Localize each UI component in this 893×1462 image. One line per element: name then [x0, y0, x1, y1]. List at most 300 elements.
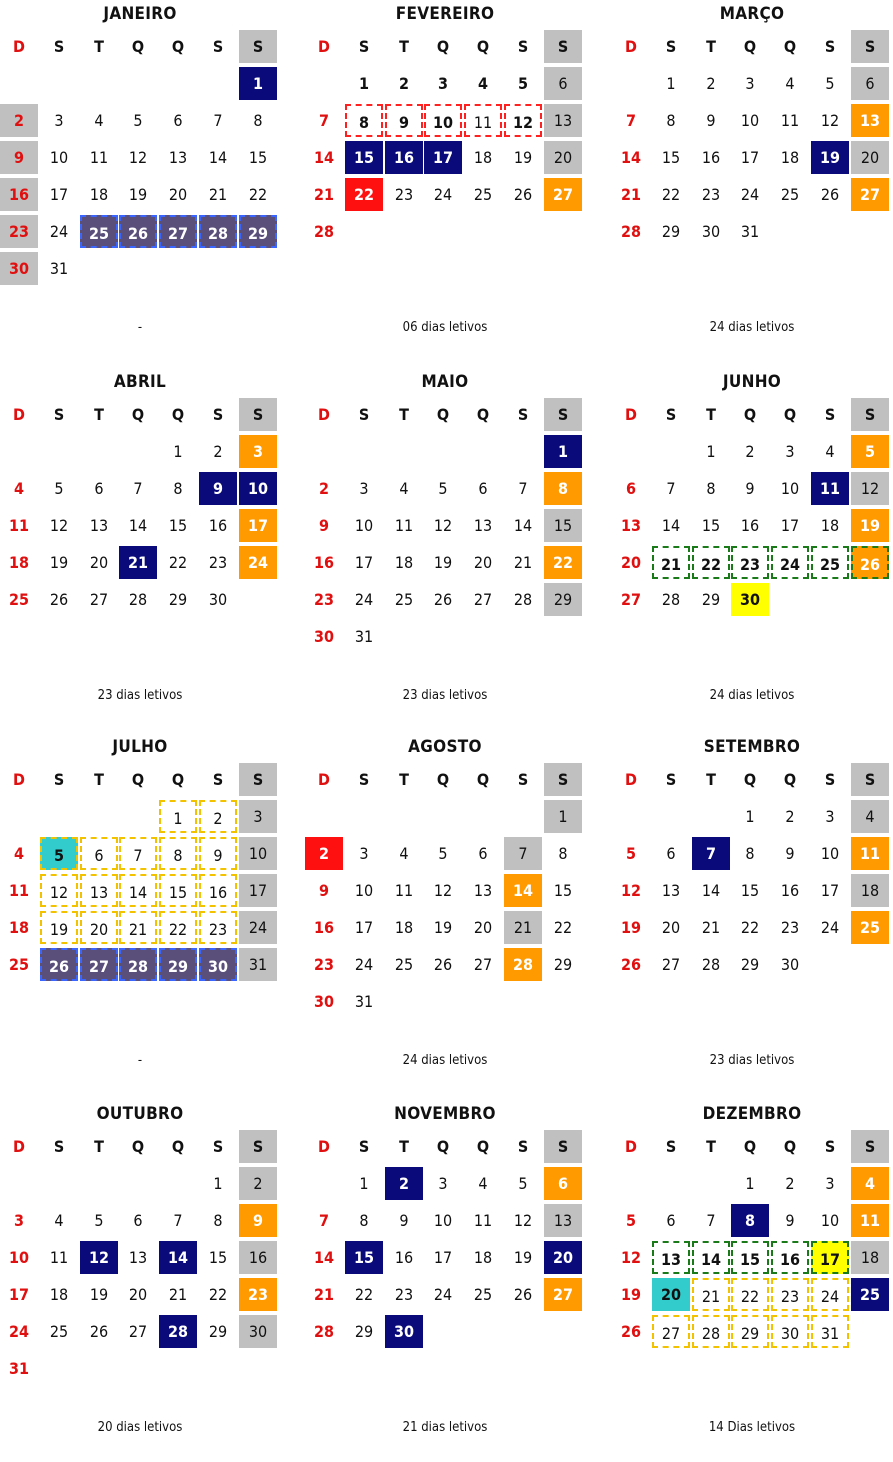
day-cell: 11: [811, 472, 849, 505]
day-cell: 30: [239, 1315, 277, 1348]
day-cell: 22: [159, 911, 197, 944]
week-row: [612, 1241, 892, 1278]
day-cell: 28: [199, 215, 237, 248]
school-days-note: 23 dias letivos: [97, 688, 183, 703]
day-cell: 16: [313, 553, 335, 572]
day-cell: 9: [199, 472, 237, 505]
weekday-label: S: [53, 770, 65, 789]
day-cell: 10: [424, 104, 462, 137]
week-row: [612, 546, 892, 583]
day-cell: 5: [438, 479, 448, 498]
day-cell: 7: [706, 1211, 716, 1230]
day-cell: 23: [394, 1285, 414, 1304]
month-grid: [0, 763, 280, 985]
day-cell: 7: [173, 1211, 183, 1230]
day-cell: 13: [473, 881, 493, 900]
day-cell: 1: [666, 74, 676, 93]
day-cell: 12: [49, 516, 69, 535]
day-cell: 25: [473, 1285, 493, 1304]
day-cell: 8: [345, 104, 383, 137]
day-cell: 30: [731, 583, 769, 616]
day-cell: 24: [354, 955, 374, 974]
weekday-label: S: [358, 37, 370, 56]
weekday-label: Q: [476, 1137, 490, 1156]
week-row: [305, 837, 585, 874]
day-cell: 27: [473, 590, 493, 609]
week-row: [612, 215, 892, 252]
weekday-label: D: [13, 1137, 25, 1156]
weekday-label: T: [706, 405, 716, 424]
day-cell: 16: [313, 918, 335, 937]
day-cell: 14: [128, 516, 148, 535]
day-cell: 7: [666, 479, 676, 498]
day-cell: 26: [513, 1285, 533, 1304]
day-cell: 3: [239, 435, 277, 468]
day-cell: 30: [771, 1315, 809, 1348]
weekday-label: T: [94, 405, 104, 424]
week-row: [612, 583, 892, 620]
day-cell: 17: [811, 1241, 849, 1274]
day-cell: 26: [851, 546, 889, 579]
day-cell: 4: [94, 111, 104, 130]
day-cell: 26: [49, 590, 69, 609]
day-cell: 1: [359, 1174, 369, 1193]
day-cell: 6: [173, 111, 183, 130]
day-cell: 1: [544, 435, 582, 468]
day-cell: 15: [740, 881, 760, 900]
weekday-label: D: [625, 37, 637, 56]
week-row: [612, 472, 892, 509]
day-cell: 22: [354, 1285, 374, 1304]
weekday-label: Q: [743, 1137, 757, 1156]
day-cell: 3: [825, 807, 835, 826]
day-cell: 28: [513, 590, 533, 609]
day-cell: 27: [661, 955, 681, 974]
day-cell: 4: [13, 844, 24, 863]
day-cell: 10: [354, 516, 374, 535]
day-cell: 31: [354, 992, 374, 1011]
day-cell: 13: [168, 148, 188, 167]
day-cell: 15: [159, 874, 197, 907]
day-cell: 26: [433, 955, 453, 974]
week-row: [305, 104, 585, 141]
day-cell: 29: [354, 1322, 374, 1341]
day-cell: 14: [661, 516, 681, 535]
day-cell: 17: [49, 185, 69, 204]
day-cell: 16: [385, 141, 423, 174]
day-cell: 17: [354, 553, 374, 572]
day-cell: 5: [625, 844, 636, 863]
day-cell: 7: [318, 1211, 329, 1230]
day-cell: 23: [771, 1278, 809, 1311]
week-row: [612, 911, 892, 948]
day-cell: 15: [345, 141, 383, 174]
day-cell: 17: [8, 1285, 30, 1304]
week-row: [0, 252, 280, 289]
day-cell: 10: [239, 472, 277, 505]
week-row: [0, 1278, 280, 1315]
day-cell: 28: [701, 955, 721, 974]
weekday-label: T: [94, 37, 104, 56]
day-cell: 17: [354, 918, 374, 937]
weekday-label: S: [665, 37, 677, 56]
day-cell: 11: [394, 516, 414, 535]
week-row: [612, 1315, 892, 1352]
month-grid: [0, 30, 280, 289]
day-cell: 23: [199, 911, 237, 944]
day-cell: 6: [666, 1211, 676, 1230]
weekday-label: Q: [783, 770, 797, 789]
day-cell: 28: [504, 948, 542, 981]
weekday-label: S: [239, 763, 277, 796]
day-cell: 18: [780, 148, 800, 167]
day-cell: 14: [513, 516, 533, 535]
week-row: [305, 583, 585, 620]
day-cell: 21: [692, 1278, 730, 1311]
school-days-note: 24 dias letivos: [402, 1053, 488, 1068]
day-cell: 5: [625, 1211, 636, 1230]
day-cell: 29: [239, 215, 277, 248]
month-grid: [305, 763, 585, 1022]
week-row: [0, 837, 280, 874]
weekday-header: [612, 30, 892, 67]
day-cell: 6: [478, 844, 488, 863]
day-cell: 3: [359, 844, 369, 863]
day-cell: 19: [40, 911, 78, 944]
day-cell: 19: [851, 509, 889, 542]
day-cell: 8: [359, 1211, 369, 1230]
weekday-label: D: [318, 405, 330, 424]
day-cell: 11: [49, 1248, 69, 1267]
week-row: [612, 837, 892, 874]
day-cell: 13: [89, 516, 109, 535]
weekday-header: [305, 398, 585, 435]
week-row: [305, 948, 585, 985]
day-cell: 27: [159, 215, 197, 248]
weekday-label: Q: [476, 37, 490, 56]
day-cell: 19: [433, 918, 453, 937]
day-cell: 26: [119, 215, 157, 248]
day-cell: 15: [248, 148, 268, 167]
day-cell: 26: [513, 185, 533, 204]
day-cell: 26: [620, 1322, 642, 1341]
day-cell: 18: [49, 1285, 69, 1304]
weekday-label: S: [544, 763, 582, 796]
day-cell: 7: [692, 837, 730, 870]
weekday-header: [612, 398, 892, 435]
day-cell: 1: [706, 442, 716, 461]
day-cell: 29: [553, 955, 573, 974]
day-cell: 29: [544, 583, 582, 616]
day-cell: 19: [89, 1285, 109, 1304]
day-cell: 12: [433, 881, 453, 900]
day-cell: 16: [0, 178, 38, 211]
day-cell: 24: [49, 222, 69, 241]
day-cell: 25: [473, 185, 493, 204]
week-row: [305, 546, 585, 583]
day-cell: 9: [0, 141, 38, 174]
weekday-label: S: [824, 405, 836, 424]
day-cell: 20: [652, 1278, 690, 1311]
day-cell: 26: [820, 185, 840, 204]
month-grid: [305, 1130, 585, 1352]
month-title: NOVEMBRO: [394, 1104, 496, 1124]
day-cell: 8: [745, 844, 755, 863]
day-cell: 22: [345, 178, 383, 211]
weekday-label: D: [625, 1137, 637, 1156]
week-row: [305, 1204, 585, 1241]
weekday-header: [305, 30, 585, 67]
week-row: [0, 178, 280, 215]
day-cell: 9: [706, 111, 716, 130]
day-cell: 20: [473, 918, 493, 937]
day-cell: 15: [661, 148, 681, 167]
day-cell: 15: [701, 516, 721, 535]
day-cell: 20: [128, 1285, 148, 1304]
weekday-label: Q: [171, 1137, 185, 1156]
day-cell: 19: [49, 553, 69, 572]
week-row: [0, 583, 280, 620]
school-days-note: -: [137, 320, 143, 335]
day-cell: 20: [661, 918, 681, 937]
week-row: [0, 1167, 280, 1204]
month-title: MAIO: [421, 372, 469, 392]
day-cell: 10: [820, 1211, 840, 1230]
day-cell: 25: [394, 955, 414, 974]
day-cell: 14: [692, 1241, 730, 1274]
weekday-label: T: [399, 770, 409, 789]
weekday-label: D: [13, 405, 25, 424]
day-cell: 27: [652, 1315, 690, 1348]
week-row: [305, 1315, 585, 1352]
day-cell: 14: [119, 874, 157, 907]
week-row: [612, 948, 892, 985]
day-cell: 1: [544, 800, 582, 833]
day-cell: 19: [513, 1248, 533, 1267]
day-cell: 15: [345, 1241, 383, 1274]
day-cell: 12: [128, 148, 148, 167]
day-cell: 13: [851, 104, 889, 137]
weekday-label: S: [517, 770, 529, 789]
day-cell: 30: [199, 948, 237, 981]
day-cell: 4: [851, 800, 889, 833]
weekday-label: Q: [171, 405, 185, 424]
day-cell: 31: [49, 259, 69, 278]
day-cell: 9: [785, 844, 795, 863]
weekday-header: [305, 1130, 585, 1167]
weekday-label: S: [239, 1130, 277, 1163]
day-cell: 29: [661, 222, 681, 241]
school-days-note: 06 dias letivos: [402, 320, 488, 335]
day-cell: 5: [518, 1174, 528, 1193]
day-cell: 4: [13, 479, 24, 498]
day-cell: 27: [851, 178, 889, 211]
day-cell: 1: [159, 800, 197, 833]
day-cell: 31: [811, 1315, 849, 1348]
school-days-note: 23 dias letivos: [402, 688, 488, 703]
weekday-label: Q: [171, 770, 185, 789]
day-cell: 12: [851, 472, 889, 505]
weekday-label: S: [851, 30, 889, 63]
day-cell: 21: [652, 546, 690, 579]
week-row: [305, 67, 585, 104]
week-row: [0, 800, 280, 837]
day-cell: 12: [620, 881, 642, 900]
day-cell: 20: [544, 1241, 582, 1274]
month-title: FEVEREIRO: [395, 4, 495, 24]
day-cell: 13: [661, 881, 681, 900]
month-title: DEZEMBRO: [702, 1104, 802, 1124]
day-cell: 9: [199, 837, 237, 870]
day-cell: 2: [398, 74, 409, 93]
day-cell: 16: [701, 148, 721, 167]
day-cell: 20: [89, 553, 109, 572]
weekday-label: Q: [783, 405, 797, 424]
weekday-label: S: [851, 398, 889, 431]
day-cell: 3: [54, 111, 64, 130]
day-cell: 24: [820, 918, 840, 937]
month-title: ABRIL: [113, 372, 167, 392]
day-cell: 8: [159, 837, 197, 870]
day-cell: 2: [0, 104, 38, 137]
day-cell: 13: [80, 874, 118, 907]
day-cell: 23: [780, 918, 800, 937]
day-cell: 13: [128, 1248, 148, 1267]
weekday-label: T: [399, 37, 409, 56]
weekday-label: Q: [436, 770, 450, 789]
weekday-label: D: [318, 37, 330, 56]
week-row: [612, 1204, 892, 1241]
week-row: [612, 1167, 892, 1204]
weekday-header: [0, 398, 280, 435]
day-cell: 9: [785, 1211, 795, 1230]
day-cell: 30: [385, 1315, 423, 1348]
weekday-label: S: [665, 1137, 677, 1156]
day-cell: 5: [54, 479, 64, 498]
day-cell: 14: [208, 148, 228, 167]
day-cell: 4: [399, 844, 409, 863]
day-cell: 29: [159, 948, 197, 981]
day-cell: 5: [40, 837, 78, 870]
day-cell: 2: [318, 479, 329, 498]
weekday-label: D: [318, 770, 330, 789]
day-cell: 25: [811, 546, 849, 579]
day-cell: 23: [313, 955, 335, 974]
day-cell: 28: [128, 590, 148, 609]
week-row: [0, 1204, 280, 1241]
day-cell: 17: [424, 141, 462, 174]
weekday-label: Q: [131, 37, 145, 56]
day-cell: 11: [8, 881, 30, 900]
month-title: JULHO: [112, 737, 168, 757]
weekday-label: T: [94, 1137, 104, 1156]
day-cell: 23: [731, 546, 769, 579]
day-cell: 19: [433, 553, 453, 572]
day-cell: 27: [544, 1278, 582, 1311]
day-cell: 21: [701, 918, 721, 937]
day-cell: 26: [433, 590, 453, 609]
day-cell: 30: [313, 992, 335, 1011]
day-cell: 8: [706, 479, 716, 498]
weekday-label: S: [544, 30, 582, 63]
day-cell: 3: [239, 800, 277, 833]
school-days-note: 24 dias letivos: [709, 688, 795, 703]
day-cell: 14: [313, 148, 335, 167]
month-grid: [612, 763, 892, 985]
day-cell: 24: [239, 546, 277, 579]
day-cell: 9: [318, 881, 329, 900]
weekday-label: Q: [131, 1137, 145, 1156]
week-row: [305, 141, 585, 178]
weekday-label: S: [544, 398, 582, 431]
weekday-label: Q: [476, 770, 490, 789]
day-cell: 9: [385, 104, 423, 137]
day-cell: 2: [706, 74, 716, 93]
week-row: [612, 1278, 892, 1315]
week-row: [0, 874, 280, 911]
weekday-label: S: [851, 763, 889, 796]
school-days-note: 21 dias letivos: [402, 1420, 488, 1435]
weekday-header: [305, 763, 585, 800]
day-cell: 7: [518, 479, 528, 498]
day-cell: 2: [785, 807, 795, 826]
week-row: [612, 509, 892, 546]
day-cell: 21: [119, 911, 157, 944]
day-cell: 23: [394, 185, 414, 204]
week-row: [612, 800, 892, 837]
day-cell: 22: [740, 918, 760, 937]
day-cell: 27: [80, 948, 118, 981]
day-cell: 24: [771, 546, 809, 579]
day-cell: 21: [620, 185, 642, 204]
day-cell: 6: [666, 844, 676, 863]
school-days-note: 23 dias letivos: [709, 1053, 795, 1068]
day-cell: 27: [620, 590, 642, 609]
day-cell: 7: [625, 111, 636, 130]
day-cell: 2: [213, 442, 223, 461]
day-cell: 11: [394, 881, 414, 900]
weekday-label: S: [239, 30, 277, 63]
weekday-label: T: [706, 1137, 716, 1156]
day-cell: 16: [780, 881, 800, 900]
day-cell: 13: [544, 104, 582, 137]
day-cell: 27: [89, 590, 109, 609]
week-row: [305, 472, 585, 509]
day-cell: 3: [438, 1174, 448, 1193]
day-cell: 8: [666, 111, 676, 130]
day-cell: 2: [305, 837, 343, 870]
day-cell: 29: [701, 590, 721, 609]
day-cell: 6: [544, 67, 582, 100]
weekday-label: Q: [131, 770, 145, 789]
day-cell: 20: [80, 911, 118, 944]
day-cell: 11: [851, 837, 889, 870]
weekday-label: S: [212, 405, 224, 424]
day-cell: 21: [313, 185, 335, 204]
day-cell: 3: [745, 74, 755, 93]
weekday-label: S: [517, 1137, 529, 1156]
day-cell: 16: [394, 1248, 414, 1267]
day-cell: 30: [0, 252, 38, 285]
month-grid: [305, 30, 585, 252]
day-cell: 10: [49, 148, 69, 167]
day-cell: 14: [313, 1248, 335, 1267]
day-cell: 4: [399, 479, 409, 498]
day-cell: 13: [473, 516, 493, 535]
day-cell: 7: [119, 837, 157, 870]
day-cell: 10: [354, 881, 374, 900]
day-cell: 4: [851, 1167, 889, 1200]
